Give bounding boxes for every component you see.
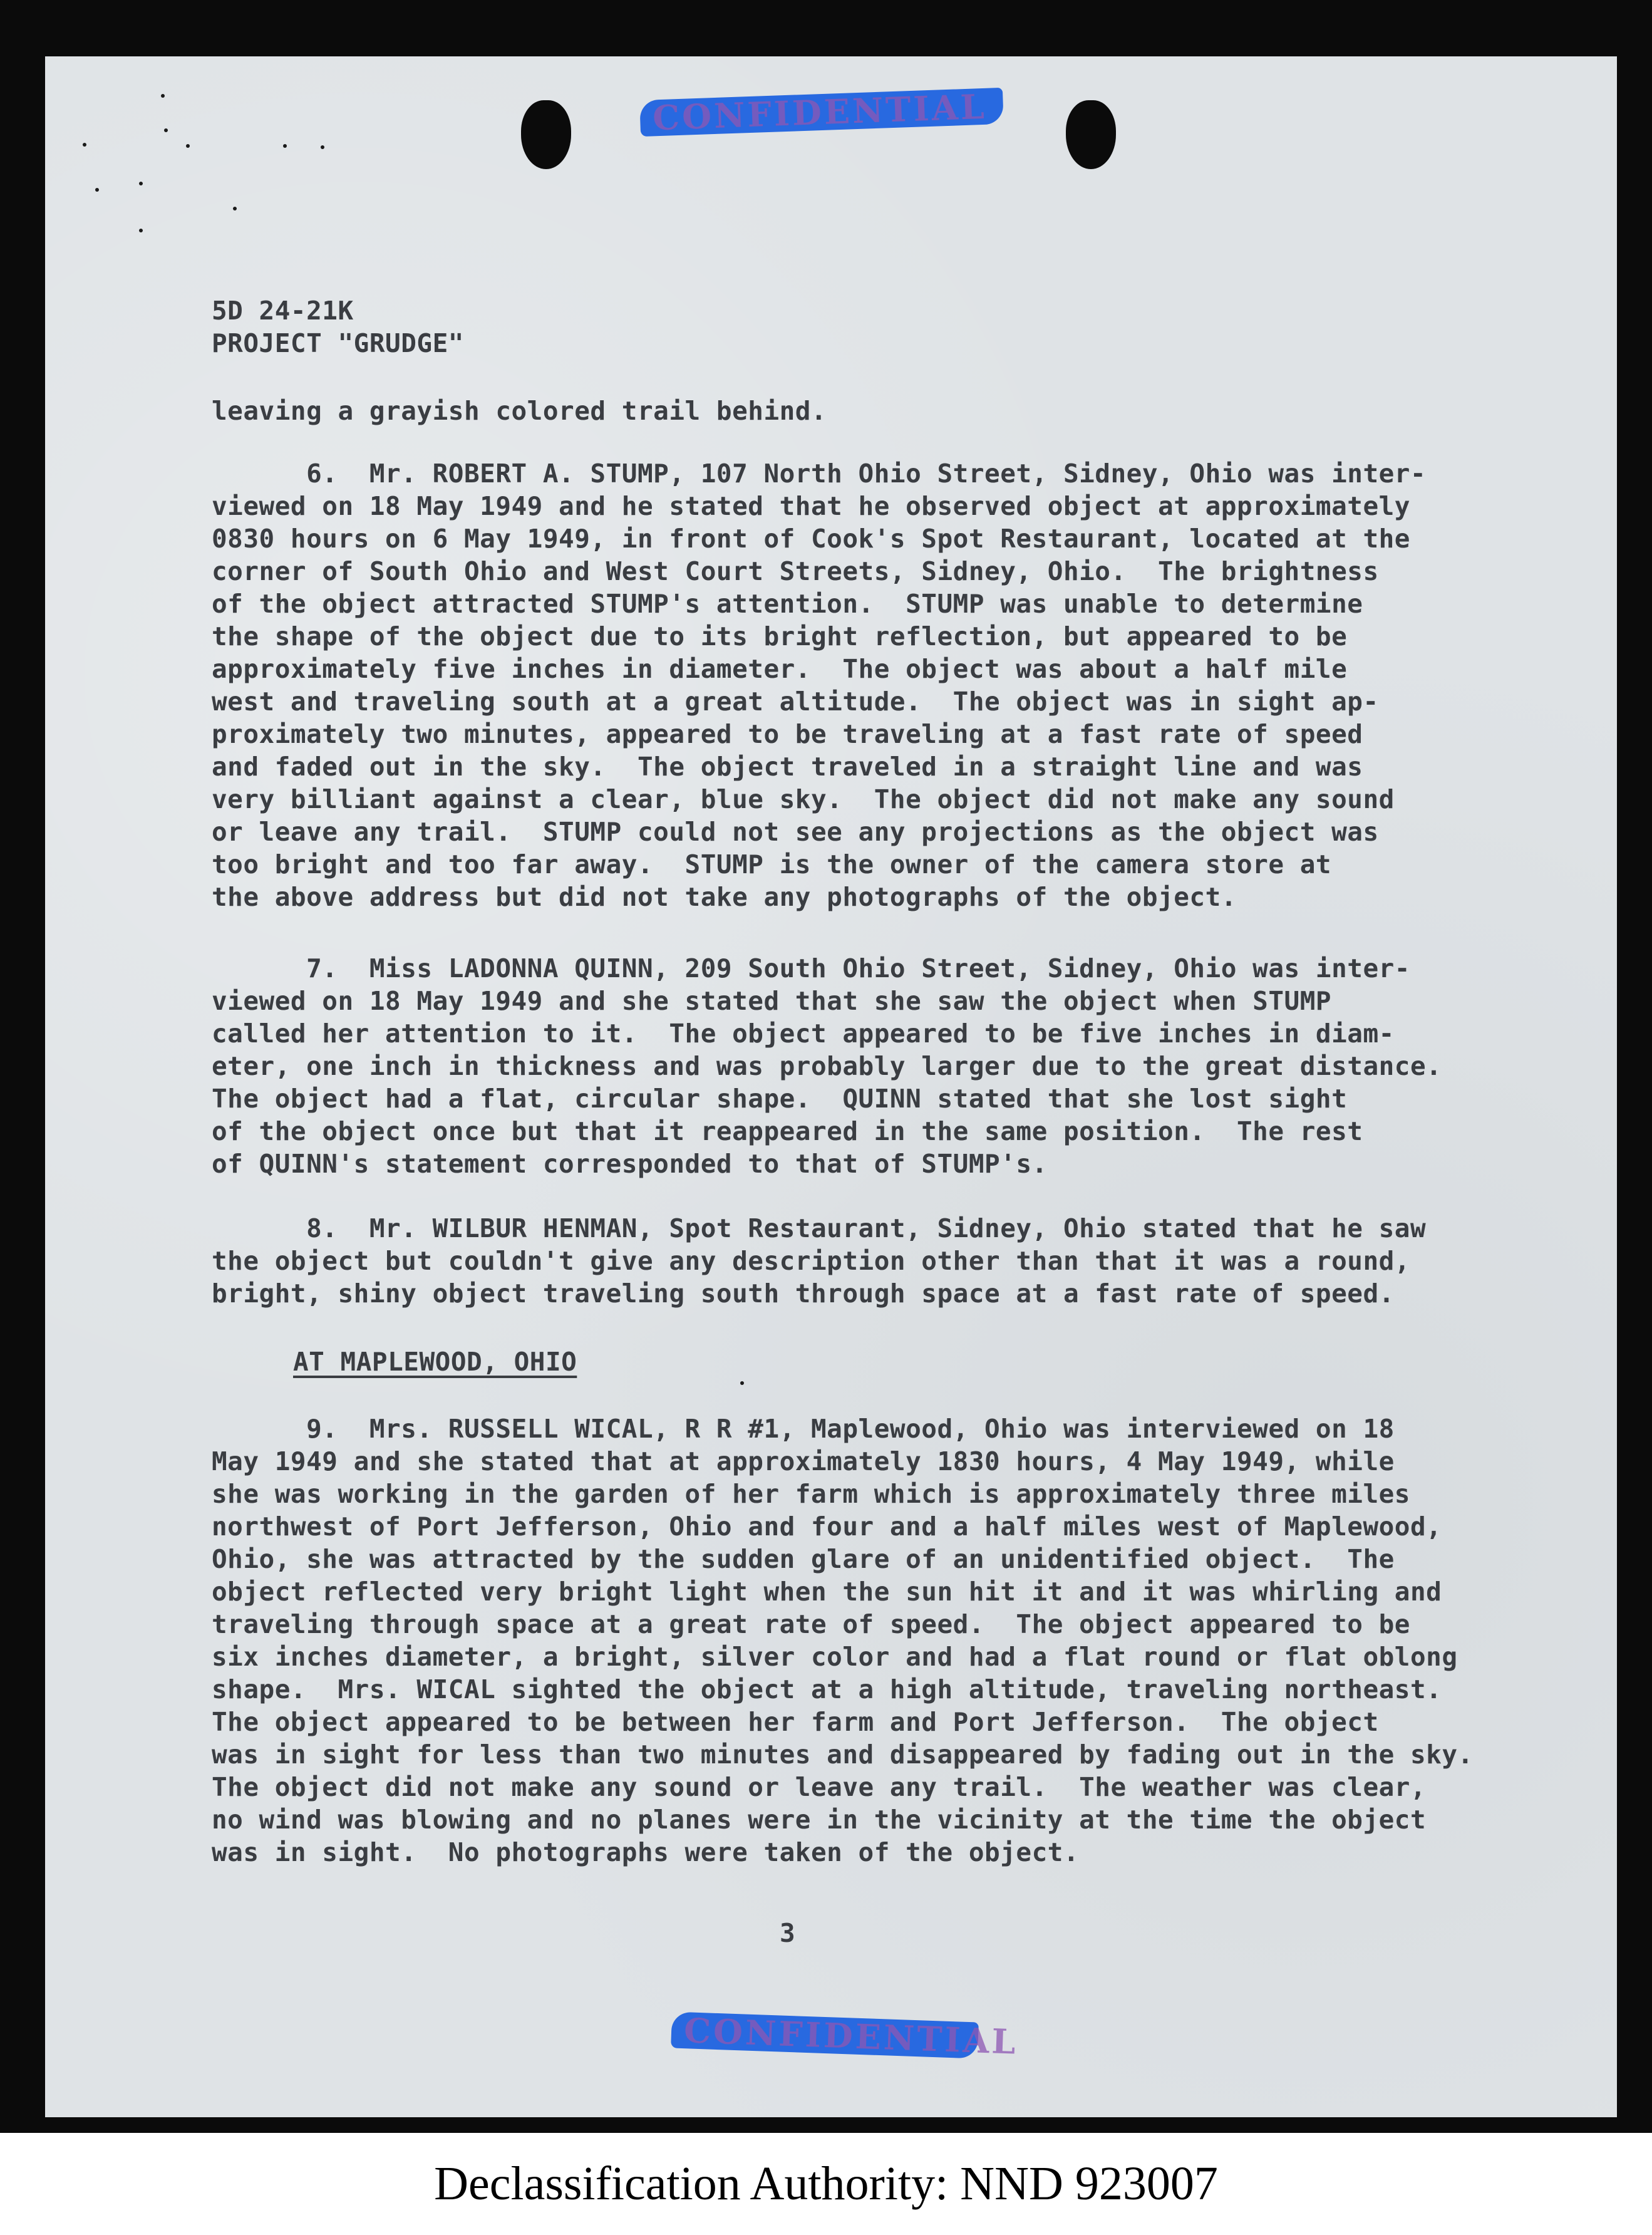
text-line: viewed on 18 May 1949 and he stated that he observed object at approximately <box>212 491 1410 521</box>
text-line: The object did not make any sound or leave any trail. The weather was clear, <box>212 1772 1427 1802</box>
file-number: 5D 24-21K <box>212 296 354 326</box>
paragraph-8 <box>212 1212 1495 1310</box>
paragraph-6 <box>212 457 1495 913</box>
text-line: of the object attracted STUMP's attention. STUMP was unable to determine <box>212 589 1363 619</box>
speck <box>139 182 143 185</box>
paragraph-7 <box>212 952 1495 1180</box>
text-line: viewed on 18 May 1949 and she stated that she saw the object when STUMP <box>212 986 1332 1016</box>
text-line: shape. Mrs. WICAL sighted the object at a high altitude, traveling northeast. <box>212 1674 1442 1704</box>
stamp-text-top: CONFIDENTIAL <box>652 86 988 138</box>
speck <box>139 229 143 232</box>
text-line: object reflected very bright light when the sun hit it and it was whirling and <box>212 1577 1442 1607</box>
text-line: Ohio, she was attracted by the sudden glare of an unidentified object. The <box>212 1544 1395 1574</box>
text-line: she was working in the garden of her farm which is approximately three miles <box>212 1479 1410 1509</box>
paragraph-9 <box>212 1413 1495 1869</box>
text-line: 9. Mrs. RUSSELL WICAL, R R #1, Maplewood, Ohio was interviewed on 18 <box>212 1414 1395 1444</box>
text-line: very billiant against a clear, blue sky. The object did not make any sound <box>212 784 1395 814</box>
text-line: west and traveling south at a great altitude. The object was in sight ap- <box>212 687 1379 717</box>
text-line: the object but couldn't give any description other than that it was a round, <box>212 1246 1410 1276</box>
speck <box>95 188 99 192</box>
text-line: approximately five inches in diameter. The object was about a half mile <box>212 654 1348 684</box>
text-line: of QUINN's statement corresponded to that of STUMP's. <box>212 1149 1048 1179</box>
text-line: the shape of the object due to its bright reflection, but appeared to be <box>212 621 1348 651</box>
text-line: or leave any trail. STUMP could not see any projections as the object was <box>212 817 1379 847</box>
text-line: was in sight. No photographs were taken of the object. <box>212 1837 1080 1867</box>
text-line: eter, one inch in thickness and was probably larger due to the great distance. <box>212 1051 1442 1081</box>
text-line: too bright and too far away. STUMP is the owner of the camera store at <box>212 849 1332 879</box>
text-line: 0830 hours on 6 May 1949, in front of Cook's Spot Restaurant, located at the <box>212 524 1410 554</box>
text-line: The object appeared to be between her farm and Port Jefferson. The object <box>212 1707 1379 1737</box>
speck <box>321 145 324 149</box>
text-line: six inches diameter, a bright, silver color and had a flat round or flat oblong <box>212 1642 1458 1672</box>
speck <box>740 1381 744 1385</box>
text-line: no wind was blowing and no planes were in the vicinity at the time the object <box>212 1805 1427 1835</box>
text-line: of the object once but that it reappeared in the same position. The rest <box>212 1116 1363 1146</box>
text-line: May 1949 and she stated that at approximately 1830 hours, 4 May 1949, while <box>212 1446 1395 1476</box>
text-line: called her attention to it. The object appeared to be five inches in diam- <box>212 1019 1395 1049</box>
text-line: traveling through space at a great rate of speed. The object appeared to be <box>212 1609 1410 1639</box>
text-line: the above address but did not take any photographs of the object. <box>212 882 1237 912</box>
speck <box>83 143 86 147</box>
speck <box>164 128 168 132</box>
speck <box>233 207 237 210</box>
text-line: was in sight for less than two minutes and disappeared by fading out in the sky. <box>212 1740 1474 1770</box>
text-line: 7. Miss LADONNA QUINN, 209 South Ohio Street, Sidney, Ohio was inter- <box>212 953 1410 983</box>
speck <box>283 144 287 148</box>
confidential-stamp-bottom <box>671 2010 1019 2062</box>
text-line: 8. Mr. WILBUR HENMAN, Spot Restaurant, Sidney, Ohio stated that he saw <box>212 1213 1427 1243</box>
speck <box>186 144 190 148</box>
page-number: 3 <box>780 1918 796 1948</box>
punch-hole-right <box>1066 100 1116 169</box>
text-line: and faded out in the sky. The object traveled in a straight line and was <box>212 752 1363 782</box>
text-line: proximately two minutes, appeared to be traveling at a fast rate of speed <box>212 719 1363 749</box>
text-line: corner of South Ohio and West Court Streets, Sidney, Ohio. The brightness <box>212 556 1379 586</box>
text-line: northwest of Port Jefferson, Ohio and four and a half miles west of Maplewood, <box>212 1512 1442 1542</box>
section-heading: AT MAPLEWOOD, OHIO <box>293 1347 577 1377</box>
declassification-footer: Declassification Authority: NND 923007 <box>0 2133 1652 2235</box>
project-name: PROJECT "GRUDGE" <box>212 328 464 358</box>
text-line: 6. Mr. ROBERT A. STUMP, 107 North Ohio Street, Sidney, Ohio was inter- <box>212 459 1427 489</box>
speck <box>161 94 165 98</box>
opening-line: leaving a grayish colored trail behind. <box>212 396 827 426</box>
punch-hole-left <box>521 100 571 169</box>
text-line: bright, shiny object traveling south through space at a fast rate of speed. <box>212 1278 1395 1309</box>
stamp-text-bottom: CONFIDENTIAL <box>683 2010 1019 2062</box>
confidential-stamp-top <box>639 88 1004 137</box>
text-line: The object had a flat, circular shape. QUINN stated that she lost sight <box>212 1084 1348 1114</box>
